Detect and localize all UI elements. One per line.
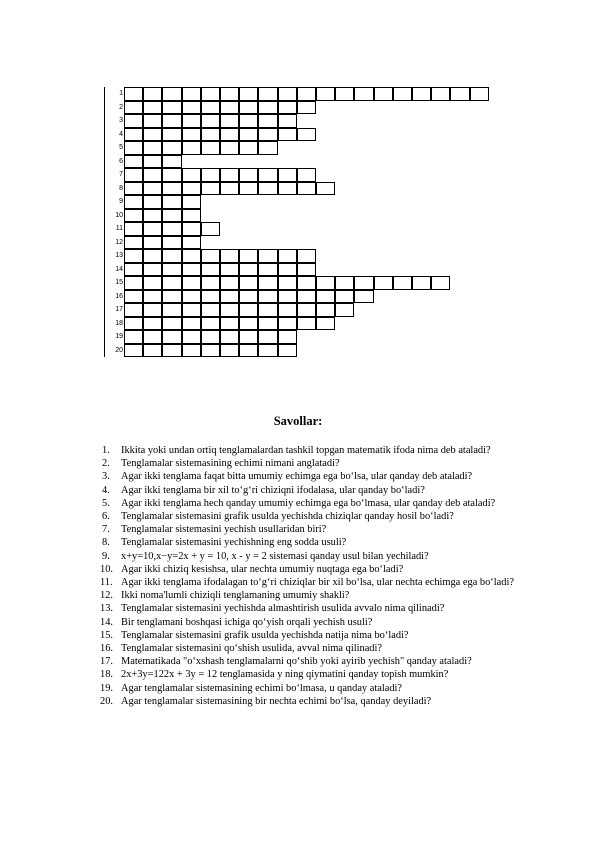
question-text: Agar tenglamalar sistemasining bir nechta echimi bo‘lsa, qanday deyiladi? [121,695,432,707]
crossword-cell[interactable] [220,290,239,304]
crossword-cell[interactable] [335,276,354,290]
question-text: x+y=10,x−y=2x + y = 10, x - y = 2 sistemasi qanday usul bilan yechiladi? [121,550,429,562]
crossword-cell[interactable] [124,209,143,223]
crossword-cell[interactable] [239,114,258,128]
question-text: Ikki noma'lumli chiziqli tenglamaning umumiy shakli? [121,590,350,602]
question-item [102,668,562,681]
crossword-cell[interactable] [258,249,277,263]
crossword-cell[interactable] [143,168,162,182]
crossword-cell[interactable] [182,249,201,263]
crossword-cell[interactable] [297,249,316,263]
crossword-cell[interactable] [297,128,316,142]
crossword-cell[interactable] [220,330,239,344]
crossword-cell[interactable] [143,330,162,344]
crossword-cell[interactable] [162,303,181,317]
crossword-cell[interactable] [182,344,201,358]
crossword-cell[interactable] [124,317,143,331]
crossword-cell[interactable] [143,303,162,317]
crossword-cell[interactable] [162,101,181,115]
question-number: 18. [100,669,113,681]
crossword-cell[interactable] [124,182,143,196]
question-item [102,497,562,510]
questions-list [102,444,562,708]
question-number: 10. [100,563,113,575]
crossword-cell[interactable] [124,168,143,182]
crossword-cell[interactable] [239,317,258,331]
crossword-cell[interactable] [124,114,143,128]
crossword-cell[interactable] [239,344,258,358]
crossword-cell[interactable] [220,303,239,317]
question-item [102,616,562,629]
crossword-cell[interactable] [143,222,162,236]
crossword-cell[interactable] [374,276,393,290]
crossword-cell[interactable] [162,195,181,209]
crossword-cell[interactable] [124,236,143,250]
crossword-cell[interactable] [162,182,181,196]
question-text: Tenglamalar sistemasini yechishda almashtirish usulida avvalo nima qilinadi? [121,603,445,615]
crossword-cell[interactable] [124,141,143,155]
crossword-cell[interactable] [258,141,277,155]
crossword-cell[interactable] [201,141,220,155]
question-item [102,470,562,483]
crossword-cell[interactable] [182,276,201,290]
crossword-cell[interactable] [143,276,162,290]
crossword-cell[interactable] [220,87,239,101]
crossword-cell[interactable] [220,141,239,155]
crossword-cell[interactable] [162,263,181,277]
row-number: 5 [119,144,123,151]
crossword-cell[interactable] [220,101,239,115]
crossword-cell[interactable] [316,317,335,331]
crossword-cell[interactable] [220,344,239,358]
crossword-cell[interactable] [124,195,143,209]
crossword-cell[interactable] [182,101,201,115]
crossword-cell[interactable] [201,87,220,101]
crossword-cell[interactable] [201,344,220,358]
crossword-cell[interactable] [239,276,258,290]
crossword-cell[interactable] [412,87,431,101]
crossword-cell[interactable] [239,290,258,304]
questions-heading: Savollar: [273,414,323,428]
crossword-cell[interactable] [297,182,316,196]
crossword-cell[interactable] [258,317,277,331]
crossword-cell[interactable] [354,290,373,304]
crossword-cell[interactable] [124,87,143,101]
crossword-cell[interactable] [143,317,162,331]
crossword-cell[interactable] [316,87,335,101]
crossword-cell[interactable] [182,141,201,155]
crossword-cell[interactable] [258,87,277,101]
crossword-cell[interactable] [182,222,201,236]
crossword-cell[interactable] [297,263,316,277]
question-number: 12. [100,590,113,602]
question-text: Agar ikki tenglama bir xil to‘g‘ri chiziqni ifodalasa, ular qanday bo‘ladi? [121,484,425,496]
crossword-cell[interactable] [278,303,297,317]
crossword-cell[interactable] [431,276,450,290]
crossword-cell[interactable] [258,330,277,344]
question-text: Tenglamalar sistemasini qo‘shish usulida, avval nima qilinadi? [121,643,383,655]
question-text: Agar tenglamalar sistemasining echimi bo‘lmasa, u qanday ataladi? [121,682,403,694]
crossword-cell[interactable] [182,195,201,209]
question-item [102,550,562,563]
crossword-cell[interactable] [182,290,201,304]
crossword-cell[interactable] [278,182,297,196]
question-text: Agar ikki tenglama hech qanday umumiy echimga ega bo‘lmasa, ular qanday deb ataladi? [121,497,496,509]
crossword-cell[interactable] [220,114,239,128]
row-number: 18 [115,319,123,327]
row-number: 8 [119,184,123,192]
crossword-cell[interactable] [239,249,258,263]
crossword-cell[interactable] [143,87,162,101]
crossword-cell[interactable] [220,128,239,142]
crossword-cell[interactable] [162,141,181,155]
crossword-cell[interactable] [220,182,239,196]
question-item [102,642,562,655]
crossword-cell[interactable] [162,209,181,223]
crossword-cell[interactable] [201,114,220,128]
row-number: 3 [119,117,123,124]
crossword-cell[interactable] [162,317,181,331]
crossword-cell[interactable] [124,101,143,115]
crossword-cell[interactable] [220,263,239,277]
crossword-cell[interactable] [124,330,143,344]
crossword-cell[interactable] [124,263,143,277]
row-number: 14 [115,265,123,273]
crossword-cell[interactable] [182,114,201,128]
row-number: 19 [115,333,123,340]
question-text: Tenglamalar sistemasini yechish usullaridan biri? [121,524,327,536]
crossword-cell[interactable] [201,128,220,142]
crossword-cell[interactable] [393,276,412,290]
crossword-cell[interactable] [124,276,143,290]
question-item [102,576,562,589]
crossword-cell[interactable] [201,290,220,304]
crossword-cell[interactable] [278,114,297,128]
crossword-cell[interactable] [124,155,143,169]
question-number: 9. [102,550,110,562]
crossword-cell[interactable] [162,128,181,142]
question-number: 16. [100,643,113,655]
row-number: 6 [119,157,123,165]
crossword-cell[interactable] [258,303,277,317]
crossword-cell[interactable] [258,101,277,115]
crossword-cell[interactable] [182,87,201,101]
row-number: 17 [115,306,123,313]
row-number: 7 [119,171,123,178]
crossword-cell[interactable] [278,344,297,358]
question-text: 2x+3y=122x + 3y = 12 tenglamasida y ning qiymatini qanday topish mumkin? [121,669,449,681]
question-number: 15. [100,629,113,641]
question-item [102,510,562,523]
crossword-cell[interactable] [278,317,297,331]
crossword-cell[interactable] [162,222,181,236]
crossword-cell[interactable] [374,87,393,101]
crossword-cell[interactable] [162,155,181,169]
crossword-cell[interactable] [470,87,489,101]
crossword-cell[interactable] [182,330,201,344]
crossword-cell[interactable] [239,168,258,182]
crossword-cell[interactable] [335,303,354,317]
crossword-cell[interactable] [143,195,162,209]
crossword-cell[interactable] [201,276,220,290]
crossword-cell[interactable] [143,155,162,169]
question-item [102,589,562,602]
crossword-cell[interactable] [258,114,277,128]
question-number: 4. [102,484,110,496]
crossword-cell[interactable] [162,168,181,182]
crossword-cell[interactable] [316,303,335,317]
crossword-cell[interactable] [201,330,220,344]
crossword-cell[interactable] [143,236,162,250]
question-number: 8. [102,537,110,549]
row-number: 4 [119,130,123,138]
question-text: Tenglamalar sistemasini grafik usulda yechishda natija nima bo‘ladi? [121,629,409,641]
crossword-cell[interactable] [297,290,316,304]
crossword-cell[interactable] [201,168,220,182]
crossword-cell[interactable] [162,344,181,358]
question-item [102,682,562,695]
question-text: Ikkita yoki undan ortiq tenglamalardan tashkil topgan matematik ifoda nima deb ataladi? [121,445,491,456]
row-number: 16 [115,292,123,300]
crossword-cell[interactable] [335,87,354,101]
crossword-cell[interactable] [297,317,316,331]
row-number: 15 [115,279,123,286]
crossword-cell[interactable] [162,249,181,263]
crossword-cell[interactable] [124,249,143,263]
crossword-cell[interactable] [239,141,258,155]
crossword-cell[interactable] [162,236,181,250]
crossword-cell[interactable] [258,182,277,196]
row-number: 10 [115,211,123,219]
question-item [102,655,562,668]
crossword-cell[interactable] [239,101,258,115]
crossword-cell[interactable] [239,128,258,142]
question-number: 20. [100,695,113,707]
crossword-cell[interactable] [124,303,143,317]
crossword-cell[interactable] [182,303,201,317]
crossword-cell[interactable] [143,344,162,358]
crossword-cell[interactable] [220,276,239,290]
crossword-cell[interactable] [239,182,258,196]
crossword-cell[interactable] [431,87,450,101]
crossword-cell[interactable] [316,276,335,290]
crossword-cell[interactable] [124,222,143,236]
crossword-cell[interactable] [278,290,297,304]
crossword-cell[interactable] [124,344,143,358]
crossword-cell[interactable] [143,128,162,142]
crossword-cell[interactable] [297,87,316,101]
question-text: Agar ikki tenglama faqat bitta umumiy echimga ega bo‘lsa, ular qanday deb ataladi? [121,471,473,483]
crossword-cell[interactable] [201,263,220,277]
crossword-cell[interactable] [182,209,201,223]
crossword-cell[interactable] [297,276,316,290]
row-number: 12 [115,238,123,246]
question-text: Tenglamalar sistemasini yechishning eng sodda usuli? [121,537,347,549]
question-item [102,563,562,576]
crossword-cell[interactable] [316,182,335,196]
question-item [102,484,562,497]
crossword-cell[interactable] [201,249,220,263]
row-number: 13 [115,252,123,259]
crossword-cell[interactable] [143,209,162,223]
question-text: Tenglamalar sistemasini grafik usulda yechishda chiziqlar qanday hosil bo‘ladi? [121,511,454,523]
row-number: 9 [119,198,123,205]
crossword-cell[interactable] [162,330,181,344]
crossword-cell[interactable] [143,141,162,155]
crossword-cell[interactable] [278,87,297,101]
crossword-cell[interactable] [258,263,277,277]
question-number: 3. [102,471,110,483]
crossword-cell[interactable] [239,263,258,277]
crossword-cell[interactable] [143,249,162,263]
question-text: Matematikada "o‘xshash tenglamalarni qo‘shib yoki ayirib yechish" qanday ataladi? [121,656,472,668]
crossword-cell[interactable] [162,290,181,304]
crossword-cell[interactable] [182,128,201,142]
crossword-cell[interactable] [278,249,297,263]
crossword-cell[interactable] [258,168,277,182]
question-item [102,457,562,470]
question-number: 14. [100,616,113,628]
crossword-cell[interactable] [278,101,297,115]
question-item [102,523,562,536]
crossword-cell[interactable] [124,128,143,142]
question-number: 1. [102,445,110,456]
crossword-cell[interactable] [220,249,239,263]
crossword-cell[interactable] [201,303,220,317]
row-number: 20 [115,346,123,354]
crossword-cell[interactable] [143,182,162,196]
crossword-cell[interactable] [201,317,220,331]
crossword-cell[interactable] [239,303,258,317]
crossword-cell[interactable] [182,317,201,331]
crossword-cell[interactable] [450,87,469,101]
crossword-cell[interactable] [182,182,201,196]
crossword-cell[interactable] [258,128,277,142]
row-number: 11 [115,225,123,232]
crossword-cell[interactable] [201,101,220,115]
crossword-cell[interactable] [258,344,277,358]
question-number: 7. [102,524,110,536]
question-number: 19. [100,682,113,694]
question-number: 17. [100,656,113,668]
question-number: 5. [102,497,110,509]
crossword-cell[interactable] [278,330,297,344]
crossword-cell[interactable] [220,168,239,182]
crossword-cell[interactable] [182,168,201,182]
crossword-cell[interactable] [143,114,162,128]
crossword-cell[interactable] [124,290,143,304]
crossword-cell[interactable] [393,87,412,101]
crossword-cell[interactable] [239,330,258,344]
crossword-cell[interactable] [162,87,181,101]
row-number: 1 [119,90,123,97]
crossword-cell[interactable] [239,87,258,101]
question-item [102,444,562,457]
question-number: 11. [100,577,113,589]
question-item [102,602,562,615]
crossword-cell[interactable] [354,276,373,290]
question-number: 2. [102,458,110,470]
crossword-cell[interactable] [220,317,239,331]
crossword-cell[interactable] [162,276,181,290]
crossword-cell[interactable] [182,263,201,277]
question-text: Agar ikki tenglama ifodalagan to‘g‘ri chiziqlar bir xil bo‘lsa, ular nechta echimga ega bo‘ladi? [121,577,514,589]
question-item [102,536,562,549]
crossword-cell[interactable] [258,276,277,290]
crossword-cell[interactable] [278,276,297,290]
crossword-cell[interactable] [354,87,373,101]
crossword-cell[interactable] [143,101,162,115]
crossword-cell[interactable] [297,303,316,317]
crossword-cell[interactable] [201,182,220,196]
crossword-cell[interactable] [297,168,316,182]
question-item [102,695,562,708]
crossword-cell[interactable] [162,114,181,128]
crossword-cell[interactable] [278,263,297,277]
crossword-cell[interactable] [278,128,297,142]
crossword-cell[interactable] [143,290,162,304]
crossword-cell[interactable] [278,168,297,182]
row-number: 2 [119,103,123,111]
question-text: Agar ikki chiziq kesishsa, ular nechta umumiy nuqtaga ega bo‘ladi? [121,563,404,575]
crossword-cell[interactable] [143,263,162,277]
question-text: Bir tenglamani boshqasi ichiga qo‘yish orqali yechish usuli? [121,616,373,628]
crossword-cell[interactable] [297,101,316,115]
crossword-cell[interactable] [412,276,431,290]
crossword-cell[interactable] [316,290,335,304]
question-item [102,629,562,642]
question-number: 6. [102,511,110,523]
crossword-cell[interactable] [335,290,354,304]
crossword-cell[interactable] [258,290,277,304]
question-text: Tenglamalar sistemasining echimi nimani anglatadi? [121,458,340,470]
question-number: 13. [100,603,113,615]
crossword-cell[interactable] [182,236,201,250]
crossword-cell[interactable] [201,222,220,236]
